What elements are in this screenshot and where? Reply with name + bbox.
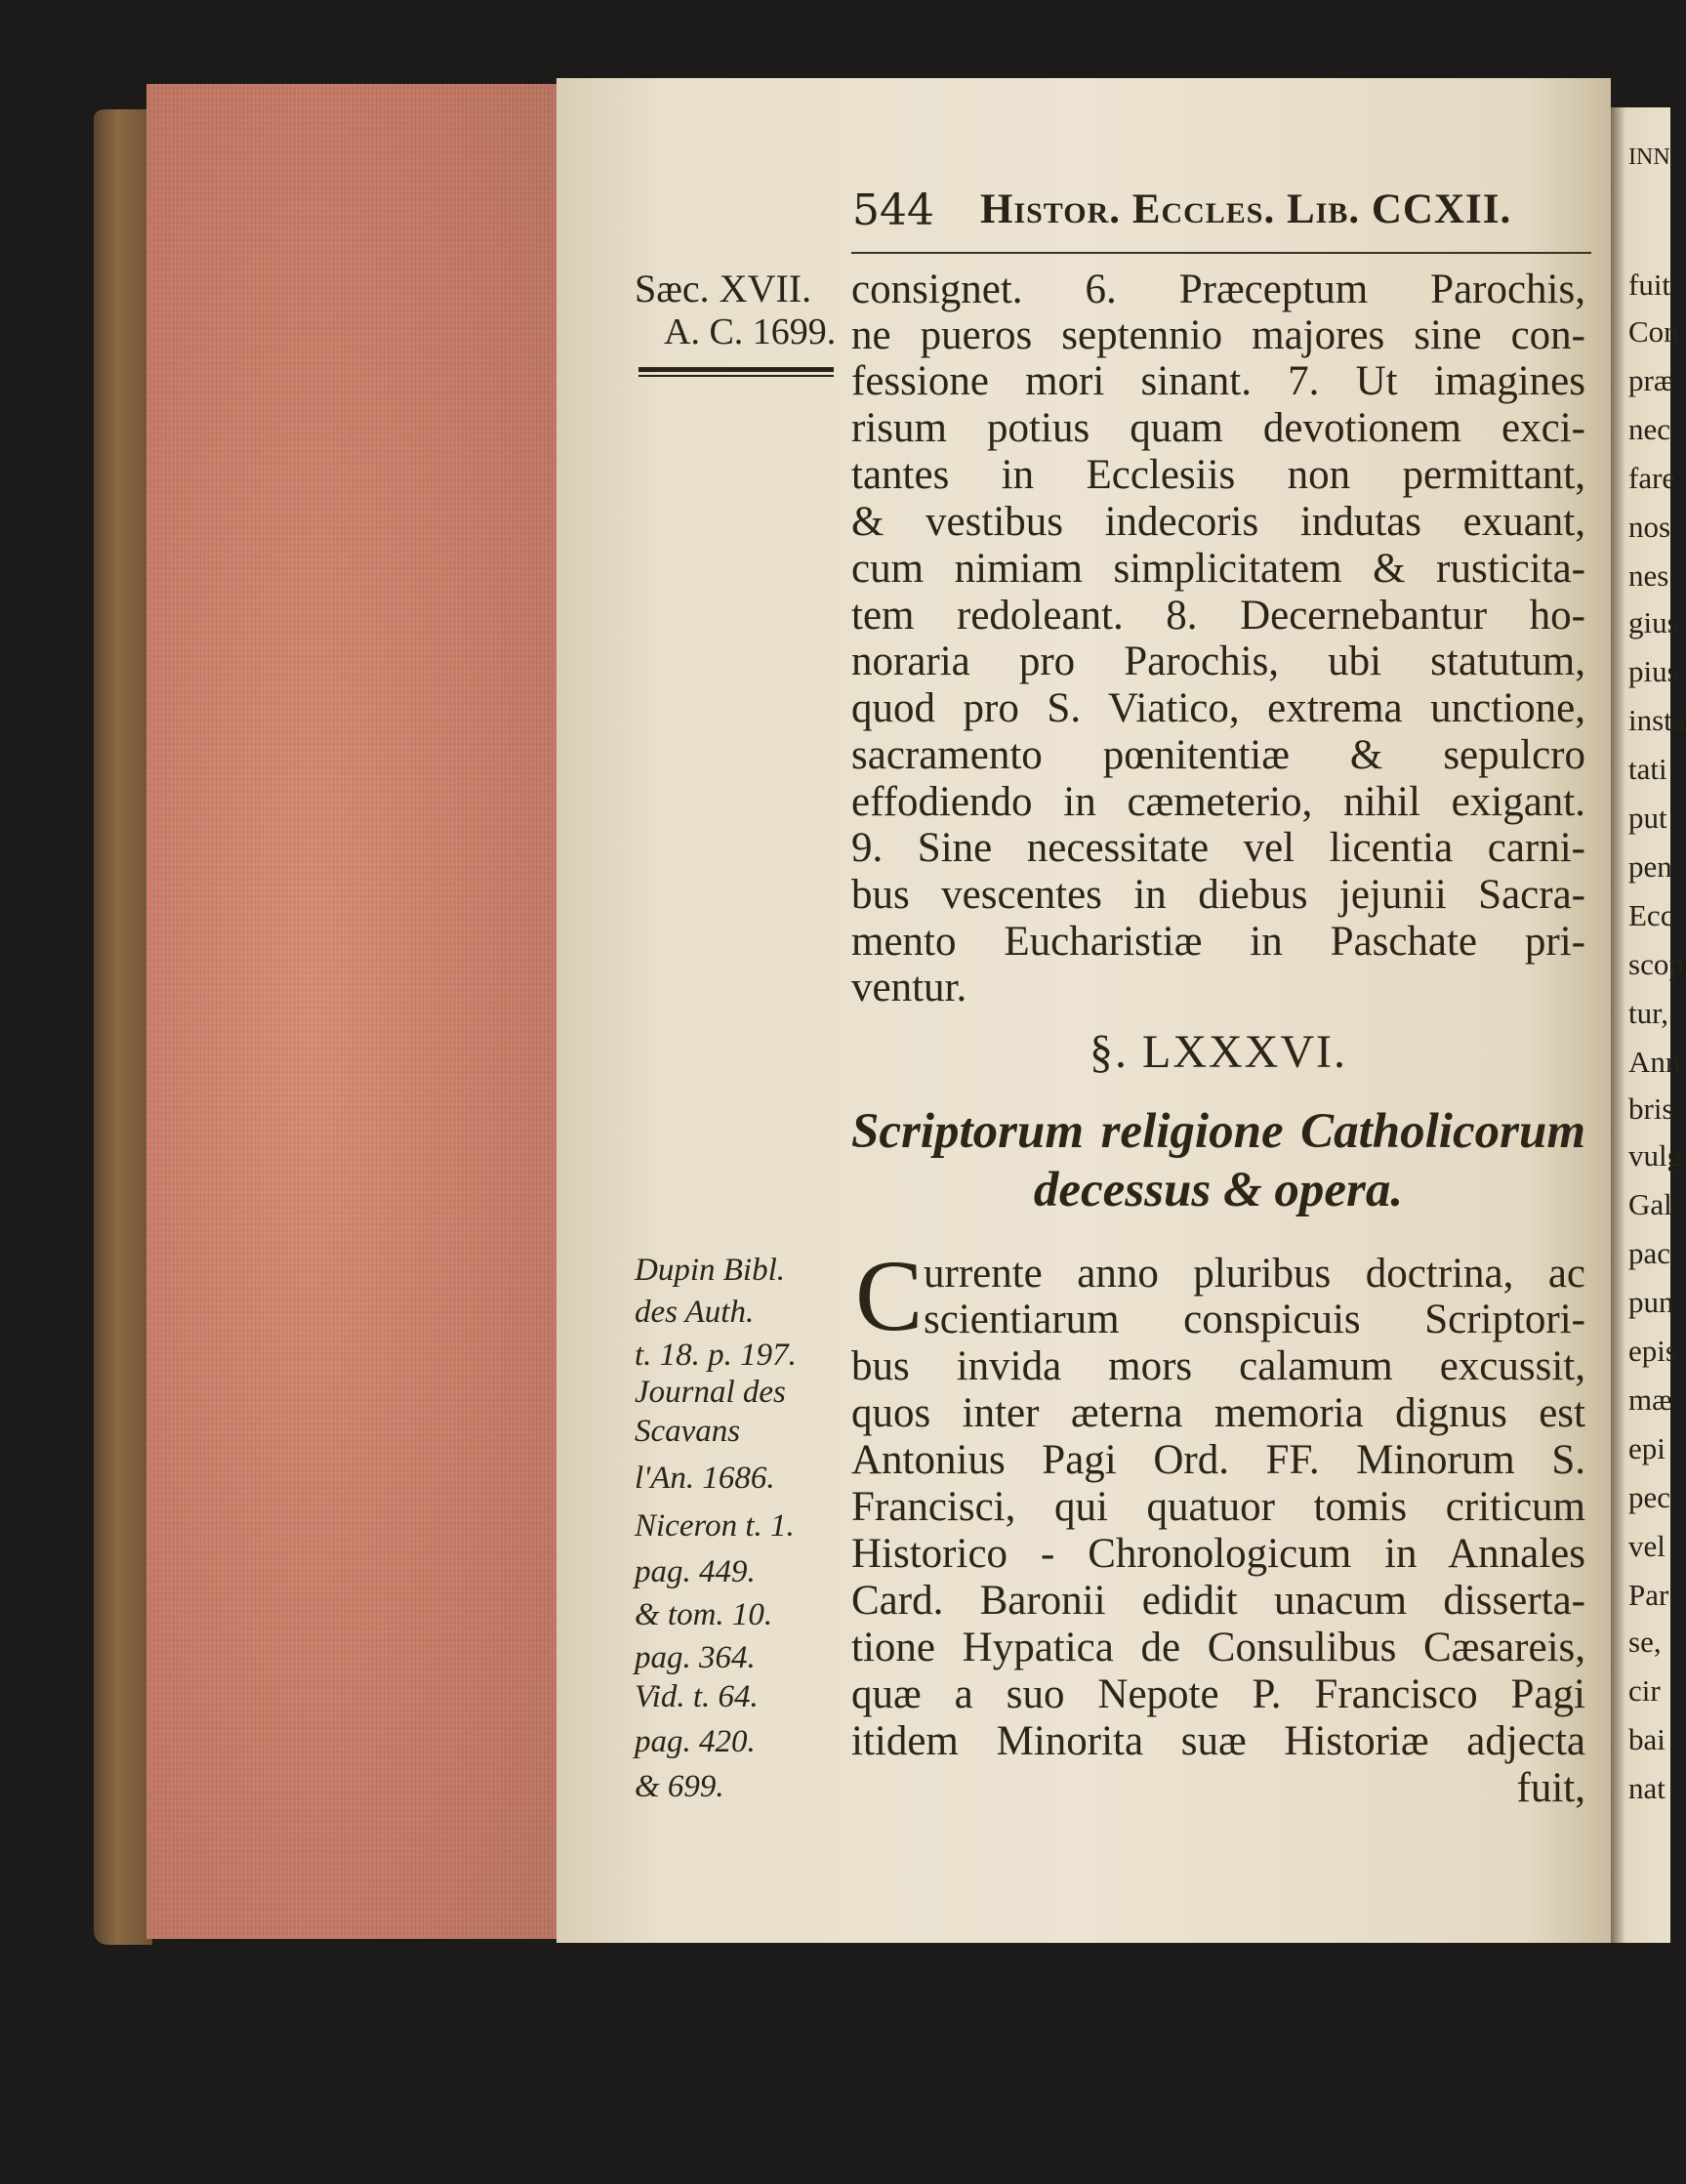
margin-rule xyxy=(638,367,834,372)
next-page-fragment: bai xyxy=(1628,1722,1665,1756)
next-page-fragment: gius xyxy=(1628,605,1679,639)
text-line: ventur. xyxy=(851,965,967,1010)
text-line: bus vescentes in diebus jejunii Sacra- xyxy=(851,872,1585,918)
text-line: Antonius Pagi Ord. FF. Minorum S. xyxy=(851,1437,1585,1483)
next-page-fragment: bris xyxy=(1628,1092,1674,1126)
margin-reference: Journal des xyxy=(635,1375,786,1410)
next-page-fragment: fare xyxy=(1628,461,1676,495)
text-line: 9. Sine necessitate vel licentia carni- xyxy=(851,825,1585,871)
text-line: quod pro S. Viatico, extrema unctione, xyxy=(851,685,1585,731)
margin-reference: t. 18. p. 197. xyxy=(635,1338,797,1373)
next-page-fragment: pec xyxy=(1628,1480,1671,1514)
next-page-fragment: Gal xyxy=(1628,1187,1672,1221)
running-title: Histor. Eccles. Lib. CCXII. xyxy=(980,186,1512,232)
next-page-fragment: Ann xyxy=(1628,1045,1681,1079)
text-line: Francisci, qui quatuor tomis criticum xyxy=(851,1484,1585,1530)
text-line: noraria pro Parochis, ubi statutum, xyxy=(851,639,1585,684)
text-line: ne pueros septennio majores sine con- xyxy=(851,312,1585,358)
next-page-fragment: Con xyxy=(1628,314,1679,349)
next-page-fragment: Par xyxy=(1628,1578,1669,1612)
drop-capital: C xyxy=(855,1240,924,1352)
next-page-fragment: scop xyxy=(1628,947,1684,981)
margin-reference: Niceron t. 1. xyxy=(635,1508,795,1544)
margin-reference: Vid. t. 64. xyxy=(635,1679,759,1714)
next-page-fragment: Ecc xyxy=(1628,898,1674,932)
next-page-fragment: nes xyxy=(1628,558,1669,593)
book-cover-edge xyxy=(94,109,152,1945)
margin-reference: & 699. xyxy=(635,1769,724,1804)
next-page-fragment: se, xyxy=(1628,1625,1662,1659)
margin-reference: Scavans xyxy=(635,1414,741,1449)
section-heading: §. LXXXVI. xyxy=(1090,1026,1347,1078)
text-line: quos inter æterna memoria dignus est xyxy=(851,1390,1585,1436)
text-line: tione Hypatica de Consulibus Cæsareis, xyxy=(851,1625,1585,1670)
text-line: sacramento pœnitentiæ & sepulcro xyxy=(851,732,1585,778)
next-page-fragment: epi xyxy=(1628,1431,1665,1465)
text-line: tem redoleant. 8. Decernebantur ho- xyxy=(851,593,1585,639)
next-page-fragment: cir xyxy=(1628,1673,1661,1708)
margin-reference: l'An. 1686. xyxy=(635,1461,775,1496)
margin-reference: pag. 420. xyxy=(635,1724,756,1759)
next-page-fragment: insta xyxy=(1628,703,1686,737)
text-line: fessione mori sinant. 7. Ut imagines xyxy=(851,358,1585,404)
text-line: mento Eucharistiæ in Paschate pri- xyxy=(851,919,1585,965)
next-page-fragment: nat xyxy=(1628,1771,1665,1805)
next-page-fragment: epis xyxy=(1628,1334,1677,1368)
section-subheading: decessus & opera. xyxy=(1033,1163,1404,1217)
page-number: 544 xyxy=(852,185,934,235)
margin-anno: A. C. 1699. xyxy=(664,311,837,352)
margin-reference: & tom. 10. xyxy=(635,1597,773,1632)
next-page-fragment: tati xyxy=(1628,752,1667,786)
next-page-fragment: nec xyxy=(1628,412,1671,446)
text-line: risum potius quam devotionem exci- xyxy=(851,405,1585,451)
text-line: urrente anno pluribus doctrina, ac xyxy=(924,1251,1585,1297)
margin-rule xyxy=(638,375,834,377)
next-page-fragment: INN xyxy=(1628,144,1670,170)
catchword: fuit, xyxy=(1516,1765,1585,1811)
margin-reference: Dupin Bibl. xyxy=(635,1253,785,1288)
margin-reference: pag. 364. xyxy=(635,1640,756,1675)
next-page-fragment: pac xyxy=(1628,1236,1671,1270)
margin-reference: pag. 449. xyxy=(635,1554,756,1589)
text-line: bus invida mors calamum excussit, xyxy=(851,1343,1585,1389)
next-page-fragment: fuit xyxy=(1628,268,1671,302)
next-page-fragment: vulg xyxy=(1628,1138,1683,1173)
text-line: Historico - Chronologicum in Annales xyxy=(851,1531,1585,1577)
section-subheading: Scriptorum religione Catholicorum xyxy=(851,1104,1585,1159)
margin-saeculum: Sæc. XVII. xyxy=(635,267,812,310)
text-line: scientiarum conspicuis Scriptori- xyxy=(924,1297,1585,1342)
header-rule xyxy=(851,252,1591,254)
next-page-fragment: pius xyxy=(1628,654,1679,688)
next-page-fragment: præ xyxy=(1628,363,1674,397)
next-page-fragment: tur, xyxy=(1628,996,1668,1030)
page-block-edge xyxy=(146,84,562,1939)
margin-reference: des Auth. xyxy=(635,1295,755,1330)
next-page-fragment: nos xyxy=(1628,510,1671,544)
next-page-fragment: pen xyxy=(1628,849,1672,884)
next-page-fragment: vel xyxy=(1628,1529,1665,1563)
text-line: & vestibus indecoris indutas exuant, xyxy=(851,499,1585,545)
next-page-fragment: mæ xyxy=(1628,1382,1672,1417)
text-line: Card. Baronii edidit unacum disserta- xyxy=(851,1578,1585,1624)
next-page-fragment: put xyxy=(1628,801,1667,835)
text-line: cum nimiam simplicitatem & rusticita- xyxy=(851,546,1585,592)
next-page-fragment: pun xyxy=(1628,1285,1674,1319)
text-line: tantes in Ecclesiis non permittant, xyxy=(851,452,1585,498)
text-line: itidem Minorita suæ Historiæ adjecta xyxy=(851,1718,1585,1764)
text-line: quæ a suo Nepote P. Francisco Pagi xyxy=(851,1671,1585,1717)
text-line: effodiendo in cæmeterio, nihil exigant. xyxy=(851,779,1585,825)
text-line: consignet. 6. Præceptum Parochis, xyxy=(851,267,1585,312)
